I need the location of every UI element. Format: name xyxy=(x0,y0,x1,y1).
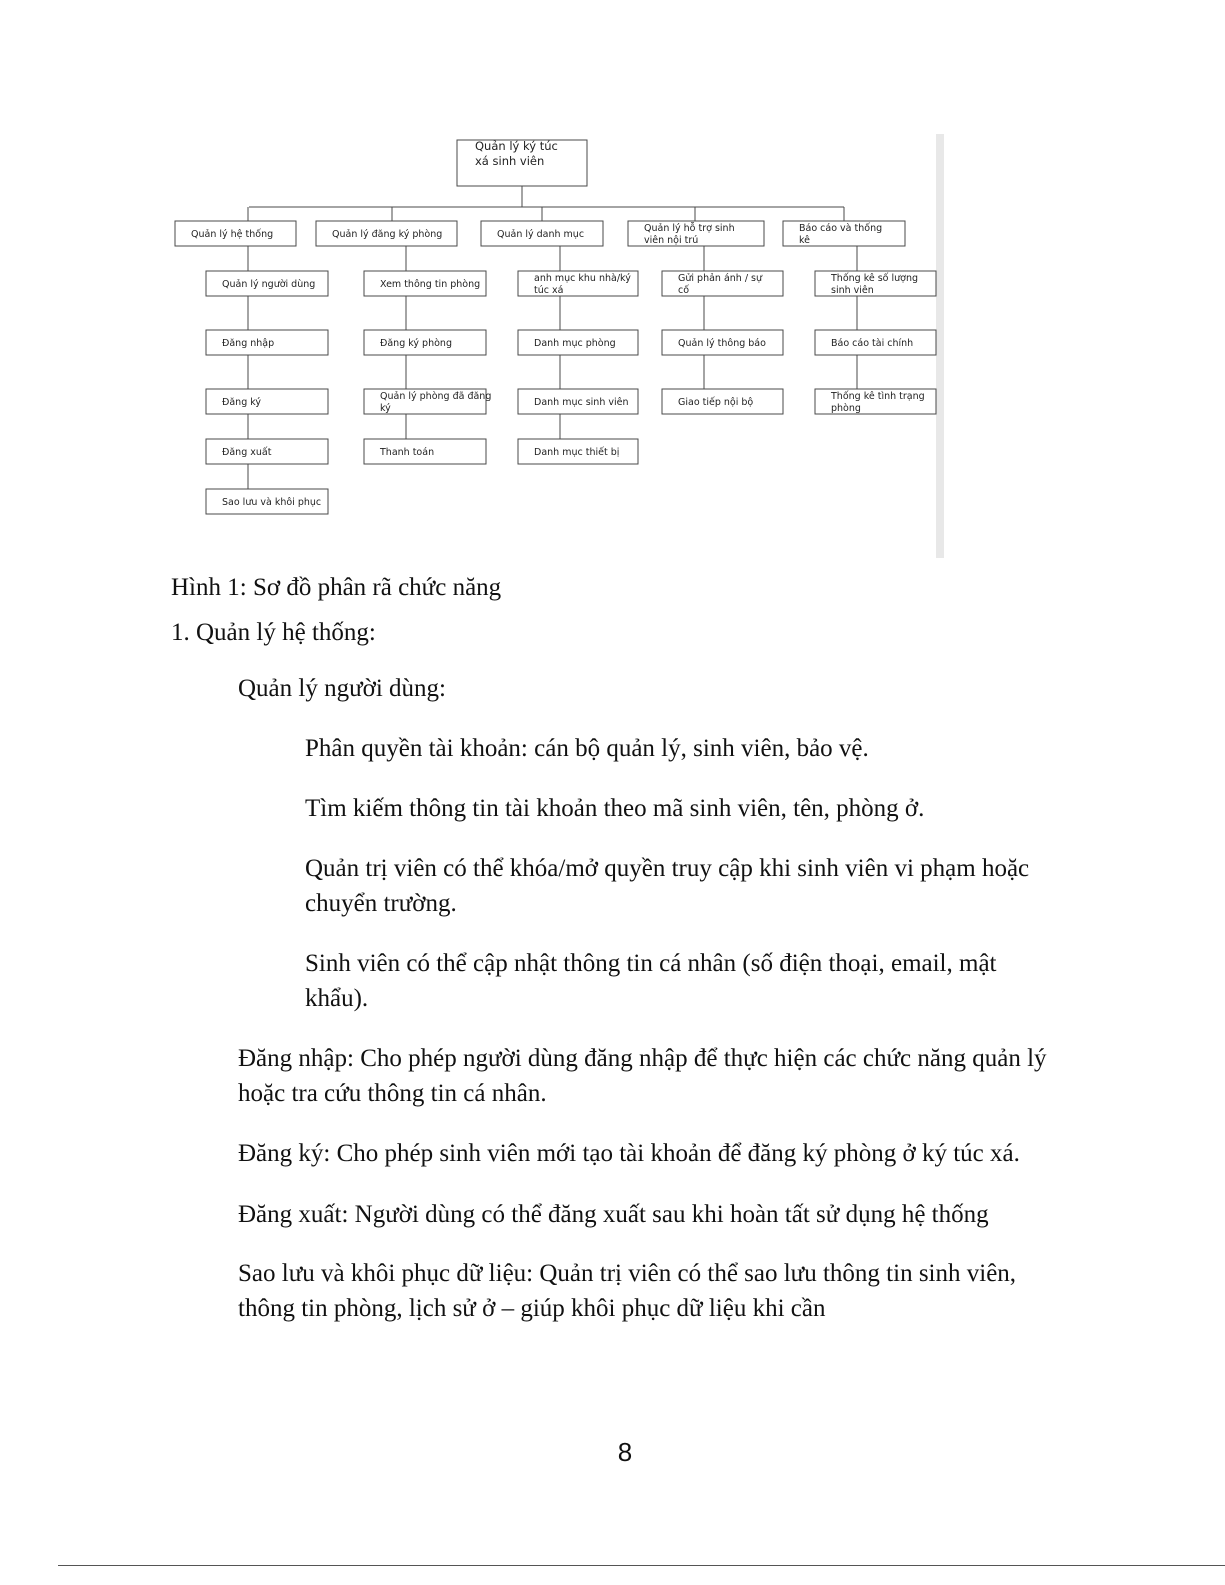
diagram-item-label: Thanh toán xyxy=(380,447,435,458)
user-mgmt-item: Sinh viên có thể cập nhật thông tin cá nhân (số điện thoại, email, mật khẩu). xyxy=(305,950,997,1012)
subheading-user-management: Quản lý người dùng: xyxy=(238,675,447,702)
diagram-category xyxy=(783,221,905,246)
diagram-item-label: Quản lý phòng đã đăng xyxy=(380,391,492,402)
diagram-category xyxy=(316,221,457,246)
diagram-item xyxy=(206,389,328,414)
diagram-item xyxy=(364,271,486,296)
diagram-category-label: Quản lý hỗ trợ sinh xyxy=(644,223,735,234)
image-right-edge xyxy=(936,134,944,558)
diagram-item-label: anh mục khu nhà/ký xyxy=(534,273,631,284)
diagram-item-label: cố xyxy=(678,285,690,296)
diagram-item-label: Báo cáo tài chính xyxy=(831,338,914,349)
diagram-nodes xyxy=(175,139,936,514)
diagram-item-label: Quản lý thông báo xyxy=(678,338,766,349)
diagram-category-label: viên nội trú xyxy=(644,235,699,246)
diagram-item xyxy=(364,330,486,355)
diagram-category-label: Báo cáo và thống xyxy=(799,223,883,234)
diagram-root-label: Quản lý ký túc xyxy=(475,139,558,153)
diagram-item xyxy=(518,271,638,296)
figure-caption: Hình 1: Sơ đồ phân rã chức năng xyxy=(171,574,502,601)
diagram-item-label: Danh mục phòng xyxy=(534,338,616,349)
diagram-item-label: ký xyxy=(380,403,391,414)
diagram-category-label: kê xyxy=(799,235,811,246)
diagram-item-label: Đăng ký xyxy=(222,397,262,408)
function-decomposition-diagram xyxy=(0,0,1225,570)
diagram-item xyxy=(206,489,328,514)
diagram-item xyxy=(815,330,936,355)
diagram-item xyxy=(662,271,783,296)
diagram-category-label: Quản lý đăng ký phòng xyxy=(332,229,443,240)
diagram-category-label: Quản lý danh mục xyxy=(497,229,585,240)
diagram-item xyxy=(518,439,638,464)
diagram-item xyxy=(364,439,486,464)
diagram-category-label: Quản lý hệ thống xyxy=(191,229,274,240)
diagram-item xyxy=(815,389,936,414)
user-mgmt-item: Tìm kiếm thông tin tài khoản theo mã sinh viên, tên, phòng ở. xyxy=(305,795,925,822)
bottom-divider xyxy=(58,1565,1225,1566)
diagram-item xyxy=(662,389,783,414)
paragraph-login: Đăng nhập: Cho phép người dùng đăng nhập để thực hiện các chức năng quản lý hoặc tra cứu thông tin cá nhân. xyxy=(238,1045,1047,1107)
diagram-category xyxy=(628,221,764,246)
diagram-item-label: Đăng xuất xyxy=(222,447,272,458)
diagram-item xyxy=(206,330,328,355)
diagram-item-label: Gửi phản ánh / sự xyxy=(678,273,763,284)
diagram-item xyxy=(518,330,638,355)
diagram-root-label: xá sinh viên xyxy=(475,154,545,168)
diagram-item xyxy=(662,330,783,355)
diagram-category xyxy=(175,221,296,246)
diagram-item xyxy=(364,389,491,414)
diagram-item-label: Đăng nhập xyxy=(222,338,275,349)
diagram-item xyxy=(815,271,936,296)
diagram-item-label: Đăng ký phòng xyxy=(380,338,452,349)
diagram-item-label: Thống kê số lượng xyxy=(831,273,919,284)
diagram-item xyxy=(206,439,328,464)
user-mgmt-item: Quản trị viên có thể khóa/mở quyền truy cập khi sinh viên vi phạm hoặc chuyển trường. xyxy=(305,855,1030,917)
diagram-item-label: Xem thông tin phòng xyxy=(380,279,481,290)
diagram-category xyxy=(481,221,603,246)
diagram-item-label: Sao lưu và khôi phục xyxy=(222,497,322,508)
user-mgmt-item: Phân quyền tài khoản: cán bộ quản lý, sinh viên, bảo vệ. xyxy=(305,735,869,762)
paragraph-logout: Đăng xuất: Người dùng có thể đăng xuất sau khi hoàn tất sử dụng hệ thống xyxy=(238,1201,989,1228)
diagram-item xyxy=(518,389,638,414)
section-heading: 1. Quản lý hệ thống: xyxy=(171,619,376,646)
paragraph-register: Đăng ký: Cho phép sinh viên mới tạo tài khoản để đăng ký phòng ở ký túc xá. xyxy=(238,1140,1020,1167)
diagram-item-label: Danh mục thiết bị xyxy=(534,447,620,458)
diagram-item-label: Danh mục sinh viên xyxy=(534,397,629,408)
diagram-item-label: Thống kê tình trạng xyxy=(831,391,925,402)
diagram-item xyxy=(206,271,328,296)
diagram-root xyxy=(457,139,587,186)
diagram-item-label: Quản lý người dùng xyxy=(222,279,316,290)
diagram-item-label: phòng xyxy=(831,403,861,414)
page-number: 8 xyxy=(617,1437,633,1467)
diagram-item-label: túc xá xyxy=(534,285,564,296)
diagram-item-label: Giao tiếp nội bộ xyxy=(678,397,754,408)
diagram-item-label: sinh viên xyxy=(831,285,874,296)
paragraph-backup: Sao lưu và khôi phục dữ liệu: Quản trị viên có thể sao lưu thông tin sinh viên, thông tin phòng, lịch sử ở – giúp khôi phục dữ liệu khi cần xyxy=(238,1260,1017,1322)
